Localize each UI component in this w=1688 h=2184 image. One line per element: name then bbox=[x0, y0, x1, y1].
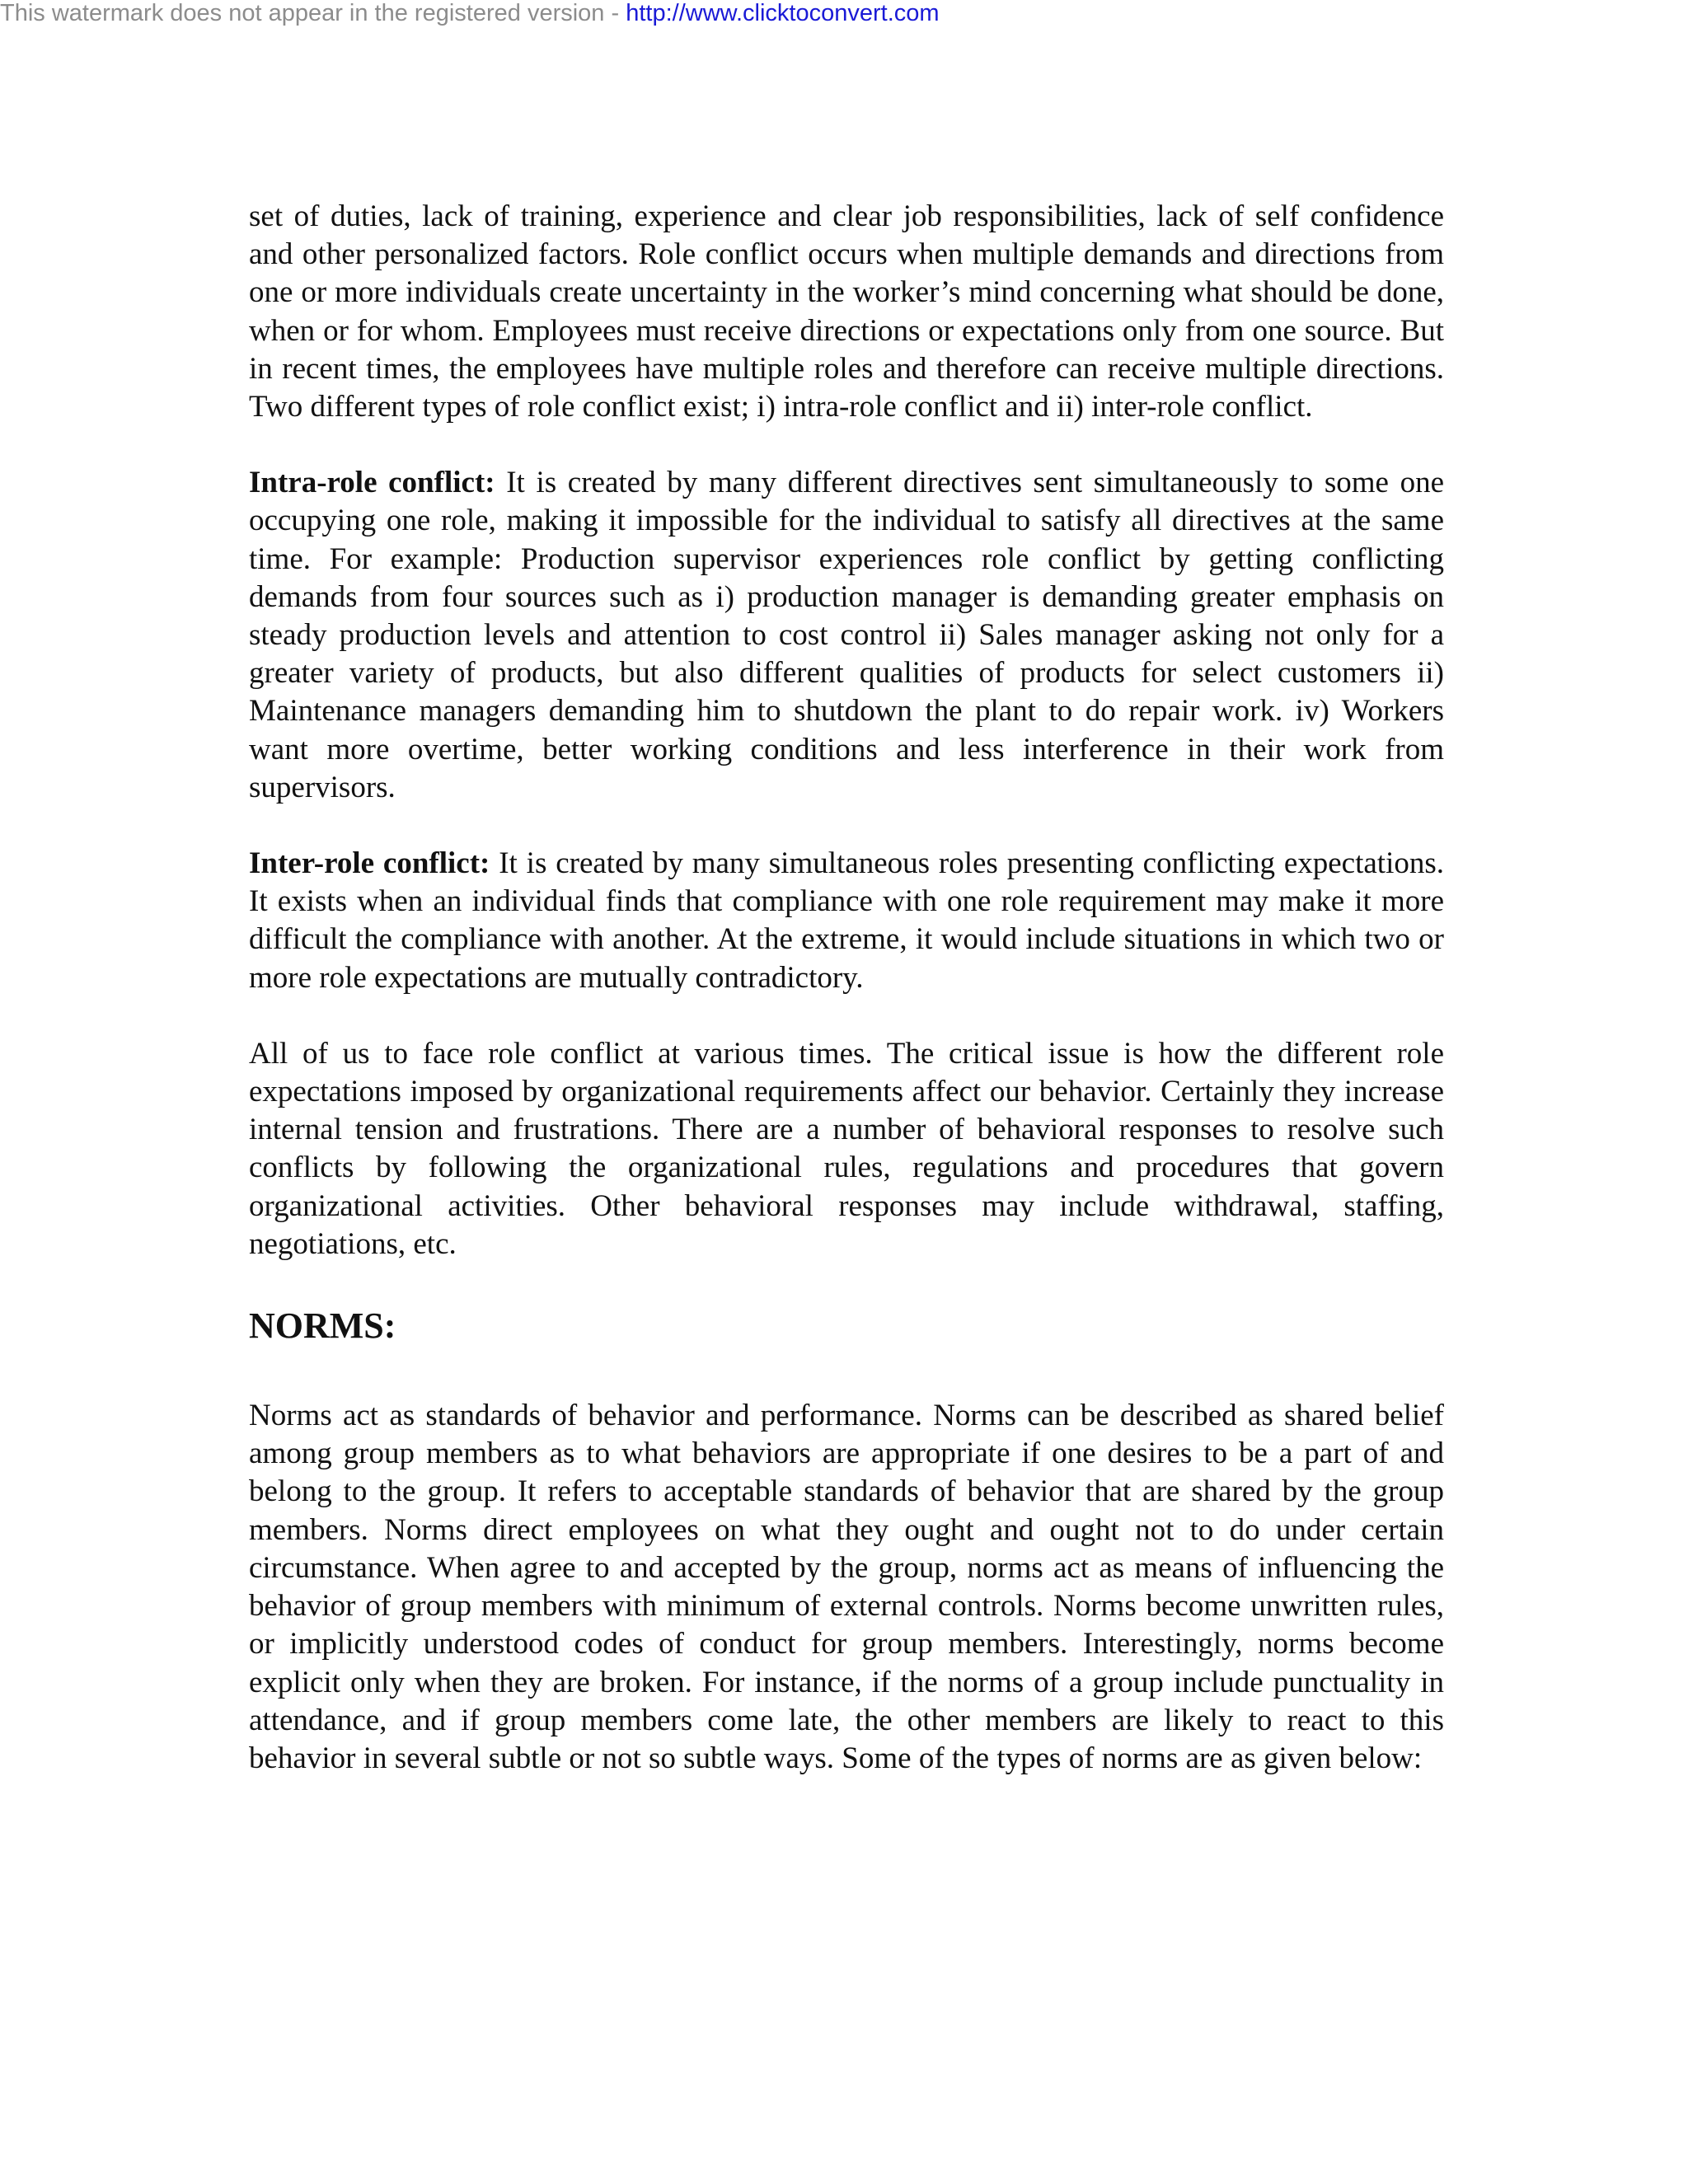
inter-role-conflict-text: It is created by many simultaneous roles presenting conflicting expectations. It exists when an individual finds that compliance with one role requirement may make it more difficult the compliance with another. At the extreme, it would include situations in which two or more role expectations are mutually contradictory. bbox=[249, 846, 1444, 995]
paragraph-inter-role-conflict bbox=[249, 845, 1444, 997]
paragraph-behavioral-responses: All of us to face role conflict at various times. The critical issue is how the different role expectations imposed by organizational requirements affect our behavior. Certainly they increase internal tension and frustrations. There are a number of behavioral responses to resolve such conflicts by following the organizational rules, regulations and procedures that govern organizational activities. Other behavioral responses may include withdrawal, staffing, negotiations, etc. bbox=[249, 1036, 1444, 1261]
watermark-text: This watermark does not appear in the registered version - bbox=[0, 0, 626, 26]
watermark-link[interactable]: http://www.clicktoconvert.com bbox=[626, 0, 940, 26]
intra-role-conflict-text: It is created by many different directives sent simultaneously to some one occupying one role, making it impossible for the individual to satisfy all directives at the same time. For example: Production supervisor experiences role conflict by getting conflicting demands from four sources such as i) production manager is demanding greater emphasis on steady production levels and attention to cost control ii) Sales manager asking not only for a greater variety of products, but also different qualities of products for select customers ii) Maintenance managers demanding him to shutdown the plant to do repair work. iv) Workers want more overtime, better working conditions and less interference in their work from supervisors. bbox=[249, 466, 1444, 804]
paragraph-role-conflict: set of duties, lack of training, experience and clear job responsibilities, lack of self confidence and other personalized factors. Role conflict occurs when multiple demands and directions from one or more individuals create uncertainty in the worker’s mind concerning what should be done, when or for whom. Employees must receive directions or expectations only from one source. But in recent times, the employees have multiple roles and therefore can receive multiple directions. Two different types of role conflict exist; i) intra-role conflict and ii) inter-role conflict. bbox=[249, 199, 1444, 424]
paragraph-norms: Norms act as standards of behavior and performance. Norms can be described as shared belief among group members as to what behaviors are appropriate if one desires to be a part of and belong to the group. It refers to acceptable standards of behavior that are shared by the group members. Norms direct employees on what they ought and ought not to do under certain circumstance. When agree to and accepted by the group, norms act as means of influencing the behavior of group members with minimum of external controls. Norms become unwritten rules, or implicitly understood codes of conduct for group members. Interestingly, norms become explicit only when they are broken. For instance, if the norms of a group include punctuality in attendance, and if group members come late, the other members are likely to react to this behavior in several subtle or not so subtle ways. Some of the types of norms are as given below: bbox=[249, 1399, 1444, 1775]
term-intra-role-conflict: Intra-role conflict: bbox=[249, 466, 495, 500]
document-page bbox=[249, 198, 1444, 1816]
watermark-banner bbox=[0, 0, 940, 26]
heading-norms: NORMS: bbox=[249, 1305, 396, 1347]
term-inter-role-conflict: Inter-role conflict: bbox=[249, 846, 490, 881]
paragraph-intra-role-conflict bbox=[249, 464, 1444, 807]
